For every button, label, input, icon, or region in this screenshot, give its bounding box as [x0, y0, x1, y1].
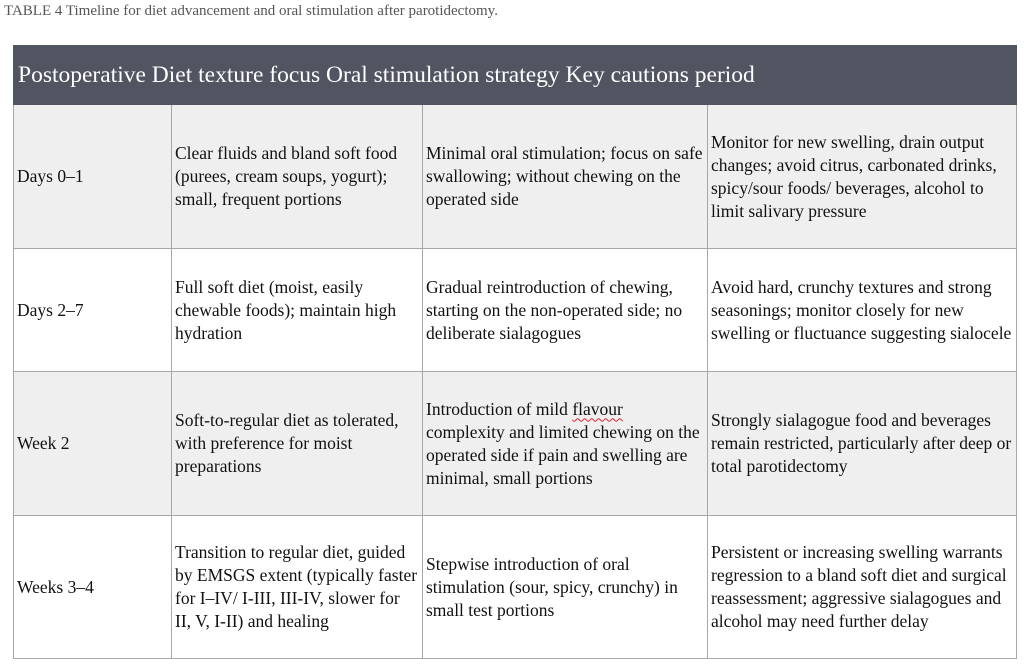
table-row [14, 516, 1017, 659]
table-caption: TABLE 4 Timeline for diet advancement and oral stimulation after parotidectomy. [4, 3, 498, 19]
table-row [14, 249, 1017, 372]
diet-cell: Transition to regular diet, guided by EMSGS extent (typically faster for I–IV/ I-III, III-IV, slower for II, V, I-II) and healing [172, 516, 423, 659]
period-cell: Week 2 [14, 372, 172, 516]
diet-cell: Soft-to-regular diet as tolerated, with preference for moist preparations [172, 372, 423, 516]
cautions-cell: Persistent or increasing swelling warrants regression to a bland soft diet and surgical reassessment; aggressive sialagogues and alcohol may need further delay [708, 516, 1017, 659]
period-cell: Days 2–7 [14, 249, 172, 372]
period-cell: Weeks 3–4 [14, 516, 172, 659]
period-cell: Days 0–1 [14, 105, 172, 249]
oral-stimulation-cell: Stepwise introduction of oral stimulation (sour, spicy, crunchy) in small test portions [423, 516, 708, 659]
table-row [14, 105, 1017, 249]
table-header-row [14, 46, 1017, 105]
oral-stimulation-cell [423, 372, 708, 516]
oral-text-part: complexity and limited chewing on the operated side if pain and swelling are minimal, small portions [426, 421, 700, 488]
oral-stimulation-cell: Minimal oral stimulation; focus on safe swallowing; without chewing on the operated side [423, 105, 708, 249]
table-header: Postoperative Diet texture focus Oral stimulation strategy Key cautions period [14, 46, 1017, 105]
diet-cell: Clear fluids and bland soft food (purees, cream soups, yogurt); small, frequent portions [172, 105, 423, 249]
diet-cell: Full soft diet (moist, easily chewable foods); maintain high hydration [172, 249, 423, 372]
oral-stimulation-cell: Gradual reintroduction of chewing, starting on the non-operated side; no deliberate sialagogues [423, 249, 708, 372]
spellcheck-flagged-word: flavour [572, 398, 623, 419]
cautions-cell: Avoid hard, crunchy textures and strong seasonings; monitor closely for new swelling or fluctuance suggesting sialocele [708, 249, 1017, 372]
cautions-cell: Strongly sialagogue food and beverages remain restricted, particularly after deep or total parotidectomy [708, 372, 1017, 516]
oral-text-part: Introduction of mild [426, 398, 573, 419]
cautions-cell: Monitor for new swelling, drain output changes; avoid citrus, carbonated drinks, spicy/sour foods/ beverages, alcohol to limit salivary pressure [708, 105, 1017, 249]
diet-timeline-table [13, 45, 1017, 659]
table-row [14, 372, 1017, 516]
